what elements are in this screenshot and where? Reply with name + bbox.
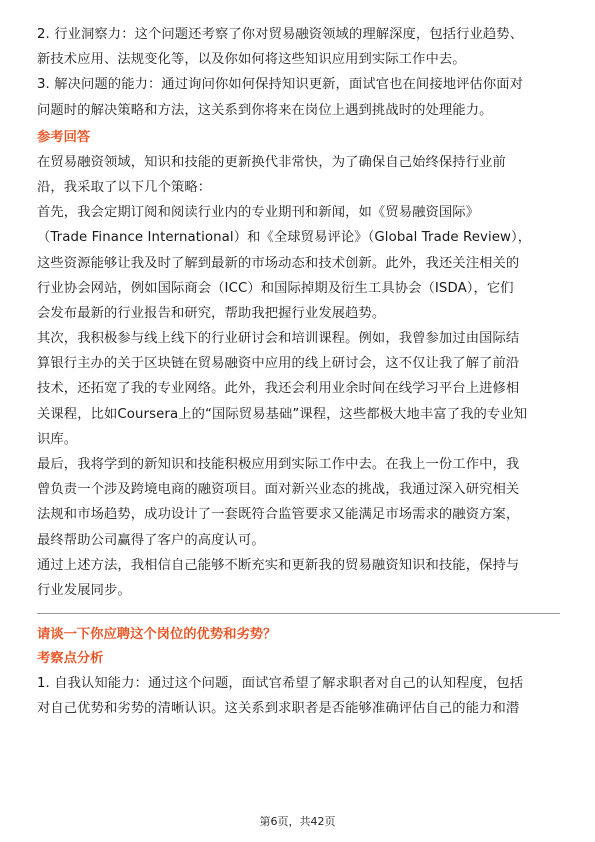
paragraph-line: 法规和市场趋势，成功设计了一套既符合监管要求又能满足市场需求的融资方案， — [37, 507, 520, 523]
page-content — [37, 22, 560, 722]
paragraph-line: 3. 解决问题的能力：通过询问你如何保持知识更新，面试官也在间接地评估你面对 — [37, 77, 524, 93]
section-divider — [37, 613, 560, 614]
paragraph-line: 新技术应用、法规变化等，以及你如何将这些知识应用到实际工作中去。 — [37, 52, 466, 68]
page-number-footer: 第6页，共42页 — [259, 815, 336, 828]
next-question-section — [37, 623, 560, 721]
question-title: 请谈一下你应聘这个岗位的优势和劣势？ — [37, 627, 277, 643]
paragraph-line: 问题时的解决策略和方法，这关系到你将来在岗位上遇到挑战时的处理能力。 — [37, 102, 493, 118]
paragraph-line: 最终帮助公司赢得了客户的高度认可。 — [37, 532, 265, 548]
paragraph-line: 首先，我会定期订阅和阅读行业内的专业期刊和新闻，如《贸易融资国际》 — [37, 205, 480, 221]
paragraph-line: 这些资源能够让我及时了解到最新的市场动态和技术创新。此外，我还关注相关的 — [37, 255, 520, 271]
paragraph-line: 行业发展同步。 — [37, 582, 131, 598]
analysis-heading: 考察点分析 — [37, 651, 104, 667]
paragraph-line: （Trade Finance International）和《全球贸易评论》（Global Trade Review）， — [37, 230, 532, 246]
reference-answer-section — [37, 126, 560, 603]
paragraph-line: 通过上述方法，我相信自己能够不断充实和更新我的贸易融资知识和技能，保持与 — [37, 557, 520, 573]
paragraph-line: 算银行主办的关于区块链在贸易融资中应用的线上研讨会，这不仅让我了解了前沿 — [37, 356, 520, 372]
paragraph-line: 1. 自我认知能力：通过这个问题，面试官希望了解求职者对自己的认知程度，包括 — [37, 676, 524, 692]
paragraph-line: 最后，我将学到的新知识和技能积极应用到实际工作中去。在我上一份工作中，我 — [37, 457, 520, 472]
paragraph-line: 其次，我积极参与线上线下的行业研讨会和培训课程。例如，我曾参加过由国际结 — [37, 331, 520, 347]
paragraph-line: 在贸易融资领域，知识和技能的更新换代非常快，为了确保自己始终保持行业前 — [37, 154, 506, 170]
paragraph-line: 会发布最新的行业报告和研究，帮助我把握行业发展趋势。 — [37, 305, 386, 321]
question-analysis-continued — [37, 22, 560, 123]
paragraph-line: 识库。 — [37, 431, 78, 447]
paragraph-line: 行业协会网站，例如国际商会（ICC）和国际掉期及衍生工具协会（ISDA），它们 — [37, 280, 514, 296]
paragraph-line: 沿，我采取了以下几个策略： — [37, 179, 212, 195]
paragraph-line: 2. 行业洞察力：这个问题还考察了你对贸易融资领域的理解深度，包括行业趋势、 — [37, 27, 524, 42]
paragraph-line: 曾负责一个涉及跨境电商的融资项目。面对新兴业态的挑战，我通过深入研究相关 — [37, 482, 520, 498]
reference-answer-heading: 参考回答 — [37, 129, 91, 145]
paragraph-line: 技术，还拓宽了我的专业网络。此外，我还会利用业余时间在线学习平台上进修相 — [37, 381, 520, 397]
paragraph-line: 对自己优势和劣势的清晰认识。这关系到求职者是否能够准确评估自己的能力和潜 — [37, 701, 520, 717]
paragraph-line: 关课程，比如Coursera上的“国际贸易基础”课程，这些都极大地丰富了我的专业知 — [37, 406, 528, 422]
